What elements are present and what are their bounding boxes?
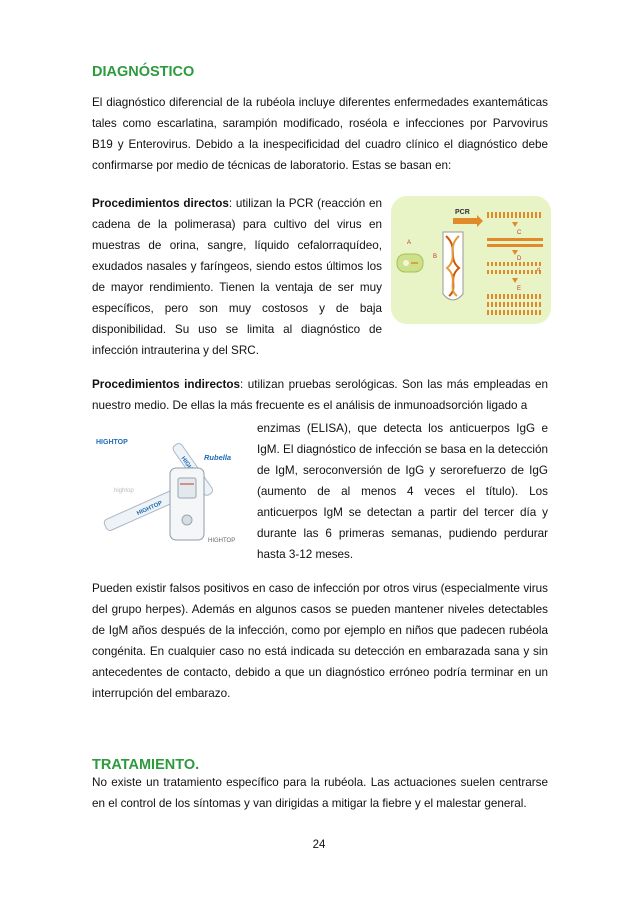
paragraph-procedimientos-indirectos [92, 374, 548, 416]
text-procedimientos-directos: : utilizan la PCR (reacción en cadena de la polimerasa) para cultivo del virus en muestras de orina, sangre, líquido cefalorraquídeo, exudados nasales y faríngeos, siendo estos últimos los de mayor rendimiento. Tienen la ventaja de ser muy específicos, pero son muy costosos y de baja disponibilidad. Su uso se limita al diagnóstico de infección intrauterina y del SRC. [92, 197, 382, 357]
label-a: A [407, 240, 412, 246]
step-arrow-1 [512, 222, 518, 227]
sample-well [182, 515, 192, 525]
section-title-tratamiento: TRATAMIENTO. [92, 757, 200, 773]
pcr-label: PCR [455, 209, 470, 216]
paragraph-procedimientos-directos [92, 193, 382, 361]
paragraph-tratamiento: No existe un tratamiento específico para la rubéola. Las actuaciones suelen centrarse en el control de los síntomas y van dirigidas a mitigar la fiebre y el malestar general. [92, 776, 548, 810]
pcr-diagram-graphic [391, 196, 551, 324]
paragraph-diagnostico: El diagnóstico diferencial de la rubéola incluye diferentes enfermedades exantemáticas tales como escarlatina, sarampión modificado, roséola e infecciones por Parvovirus B19 y Enterovirus. Debido a la inespecificidad del cuadro clínico el diagnóstico debe confirmarse por medio de técnicas de laboratorio. Estas se basan en: [92, 96, 548, 172]
label-d-small: d [537, 267, 540, 273]
strip-brand: HIGHTOP [136, 500, 164, 518]
section-title-diagnostico: DIAGNÓSTICO [92, 64, 195, 80]
dna-segment-2a [487, 238, 543, 241]
rubella-label: Rubella [204, 453, 232, 462]
rubella-rapid-test-image [92, 430, 247, 548]
label-c: C [517, 230, 522, 236]
dna-segment-4a [487, 294, 543, 299]
cassette-window [178, 478, 196, 498]
dna-segment-4b [487, 302, 543, 307]
dna-segment-1 [487, 212, 543, 218]
corner-mark: HIGHTOP [208, 538, 236, 544]
sample-cell [397, 254, 423, 272]
pcr-arrow [453, 215, 483, 227]
dna-segment-4c [487, 310, 543, 315]
dna-segment-2b [487, 244, 543, 247]
brand-logo: HIGHTOP [96, 439, 128, 446]
step-arrow-2 [512, 250, 518, 255]
cell-nucleus [403, 260, 409, 266]
page-number: 24 [312, 839, 326, 851]
paragraph-falsos-positivos: Pueden existir falsos positivos en caso de infección por otros virus (especialmente virus del grupo herpes). Además en algunos casos se pueden mantener niveles detectables de IgM años después de la infección, como por ejemplo en niños que padecen rubéola congénita. En cualquier caso no está indicada su detección en embarazada sana y sin antecedentes de contacto, debido a que un diagnóstico erróneo podría terminar en un interrupción del embarazo. [92, 582, 548, 700]
rubella-test-graphic [92, 430, 247, 548]
label-e: E [517, 286, 522, 292]
label-d: D [517, 256, 522, 262]
watermark-text: hightop [114, 488, 134, 494]
dna-segment-3a [487, 262, 543, 266]
label-b: B [433, 254, 438, 260]
pcr-diagram [391, 196, 551, 324]
term-procedimientos-indirectos: Procedimientos indirectos [92, 378, 241, 391]
step-arrow-3 [512, 278, 518, 283]
text-procedimientos-indirectos-top: : utilizan pruebas serológicas. Son las más empleadas en nuestro medio. De ellas la más frecuente es el análisis de inmunoadsorción ligado a [92, 378, 549, 412]
paragraph-procedimientos-indirectos-continued: enzimas (ELISA), que detecta los anticuerpos IgG e IgM. El diagnóstico de infección se basa en la detección de IgM, seroconversión de IgG y serorefuerzo de IgG (aumento de al menos 4 veces el título). Los anticuerpos IgM se detectan a partir del tercer día y durante las 6 primeras semanas, pudiendo perdurar hasta 3-12 meses. [257, 422, 548, 561]
dna-segment-3b [487, 270, 543, 274]
term-procedimientos-directos: Procedimientos directos [92, 197, 229, 210]
